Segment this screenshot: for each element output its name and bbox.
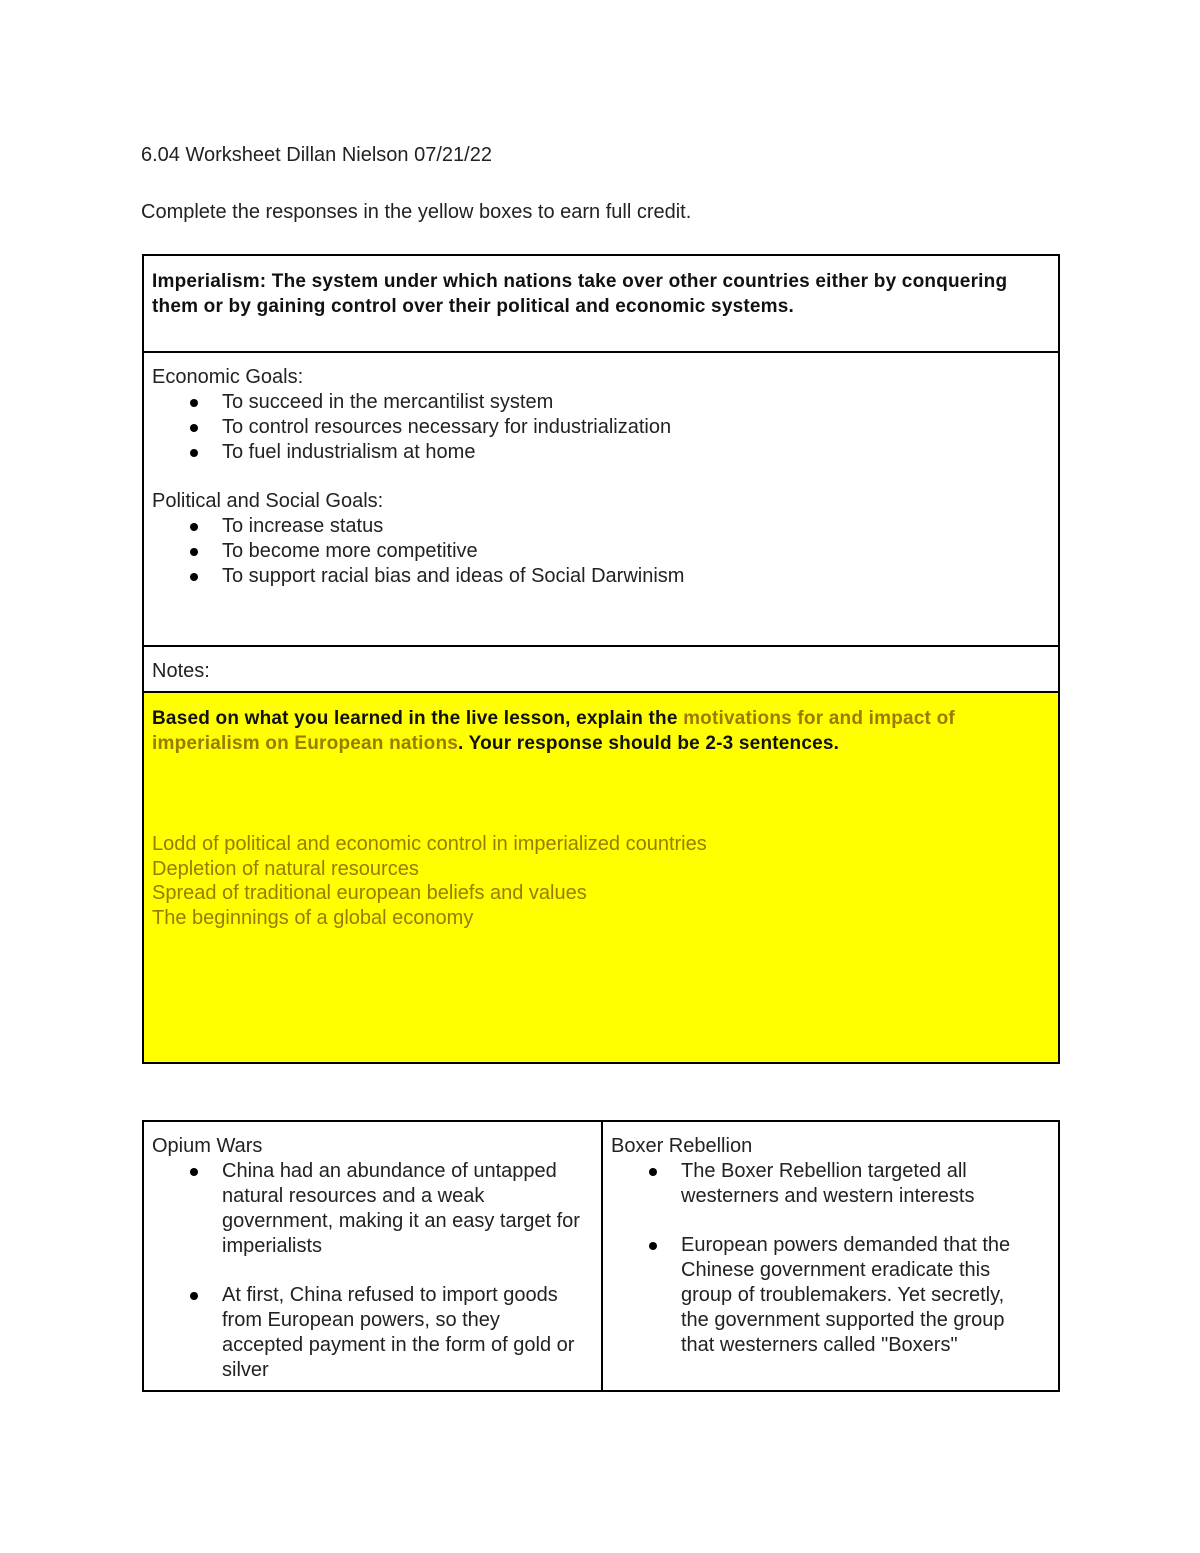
answer-line: Spread of traditional european beliefs and values [152,882,587,904]
bullet-icon [190,449,198,457]
bullet-icon [190,548,198,556]
bullet-icon [190,1292,198,1300]
events-table [142,1120,1060,1392]
political-goals-list [152,514,1050,589]
bullet-icon [649,1168,657,1176]
bullet-icon [190,573,198,581]
bullet-icon [190,1168,198,1176]
bullet-icon [190,424,198,432]
answer-line: Lodd of political and economic control in imperialized countries [152,833,707,855]
list-item: To control resources necessary for industrialization [152,415,1050,440]
response-prompt: Based on what you learned in the live lesson, explain the motivations for and impact of imperialism on European nations. Your response should be 2-3 sentences. [152,708,955,754]
opium-wars-heading: Opium Wars [152,1135,263,1157]
list-item: To become more competitive [152,539,1050,564]
list-item: European powers demanded that the Chinese government eradicate this group of troublemakers. Yet secretly, the government supported the group that westerners called "Boxers" [611,1233,1050,1358]
bullet-icon [190,523,198,531]
answer-line: The beginnings of a global economy [152,906,474,929]
opium-wars-cell [144,1122,603,1390]
list-item: To increase status [152,514,1050,539]
worksheet-title: 6.04 Worksheet Dillan Nielson 07/21/22 [141,144,492,166]
bullet-icon [649,1242,657,1250]
boxer-rebellion-heading: Boxer Rebellion [611,1135,753,1157]
economic-goals-heading: Economic Goals: [152,366,304,388]
goals-row [144,353,1058,647]
political-goals-heading: Political and Social Goals: [152,490,384,512]
answer-line: Depletion of natural resources [152,857,419,880]
opium-wars-list [152,1159,593,1259]
bullet-icon [190,399,198,407]
response-box[interactable] [144,693,1058,1062]
imperialism-table [142,254,1060,1064]
economic-goals-list [152,390,1050,465]
list-item: To succeed in the mercantilist system [152,390,1050,415]
list-item: To fuel industrialism at home [152,440,1050,465]
instructions: Complete the responses in the yellow boxes to earn full credit. [141,201,692,223]
response-answers[interactable] [152,832,1050,930]
boxer-rebellion-cell [603,1122,1058,1390]
list-item: At first, China refused to import goods from European powers, so they accepted payment in the form of gold or silver [152,1283,593,1383]
list-item: The Boxer Rebellion targeted all westerners and western interests [611,1159,1050,1209]
notes-label: Notes: [152,660,210,682]
list-item: To support racial bias and ideas of Social Darwinism [152,564,1050,589]
imperialism-definition: Imperialism: The system under which nations take over other countries either by conquering them or by gaining control over their political and economic systems. [152,271,1008,317]
boxer-rebellion-list [611,1159,1050,1209]
definition-row [144,256,1058,353]
prompt-highlight: motivations for and impact of imperialism on European nations [152,708,955,754]
list-item: China had an abundance of untapped natural resources and a weak government, making it an easy target for imperialists [152,1159,593,1259]
notes-row [144,647,1058,693]
